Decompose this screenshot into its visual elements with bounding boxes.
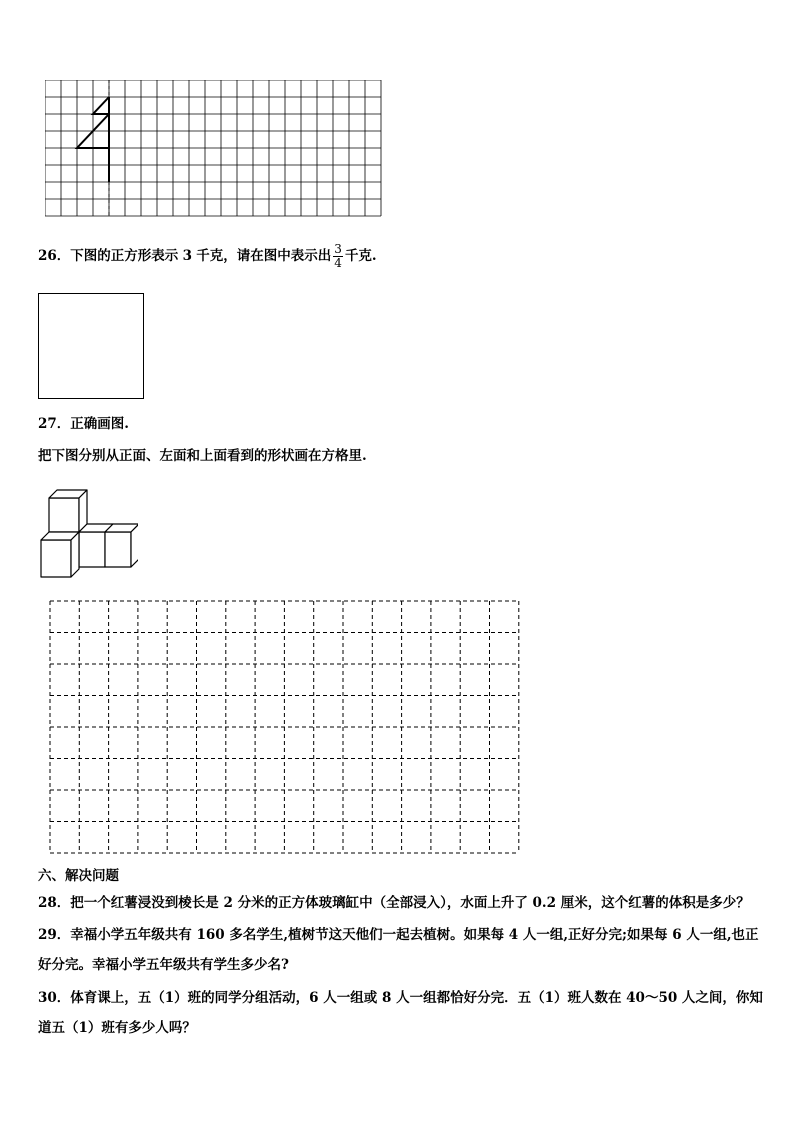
cube-stack-figure	[38, 487, 138, 582]
question-26-text-before: 下图的正方形表示	[70, 248, 179, 264]
fraction-numerator: 3	[334, 242, 342, 256]
drawing-grid[interactable]	[49, 600, 522, 856]
question-26-number: 26．	[38, 248, 71, 264]
question-29-line2: 好分完。幸福小学五年级共有学生多少名?	[38, 957, 289, 973]
question-28: 28．把一个红薯浸没到棱长是 2 分米的正方体玻璃缸中（全部浸入），水面上升了 0.2 厘米，这个红薯的体积是多少？	[38, 895, 750, 911]
question-30-line2: 道五（1）班有多少人吗？	[38, 1020, 196, 1036]
question-26-text-after: 千克.	[344, 248, 377, 264]
question-27-title: 27．正确画图.	[38, 416, 129, 432]
section-six-title: 六、解决问题	[38, 868, 119, 884]
fraction-three-quarters	[333, 243, 343, 270]
symmetry-grid[interactable]	[45, 80, 383, 218]
question-26-text-mid: 千克，请在图中表示出	[196, 248, 332, 264]
fraction-denominator: 4	[334, 256, 342, 270]
question-26-value: 3	[182, 248, 192, 264]
answer-square[interactable]	[38, 293, 144, 399]
question-30-line1: 30．体育课上，五（1）班的同学分组活动，6 人一组或 8 人一组都恰好分完．五（1）班人数在 40～50 人之间，你知	[38, 990, 763, 1006]
question-26	[38, 243, 377, 270]
question-27-instruction: 把下图分别从正面、左面和上面看到的形状画在方格里.	[38, 448, 367, 464]
question-29-line1: 29．幸福小学五年级共有 160 多名学生,植树节这天他们一起去植树。如果每 4 人一组,正好分完;如果每 6 人一组,也正	[38, 927, 759, 943]
